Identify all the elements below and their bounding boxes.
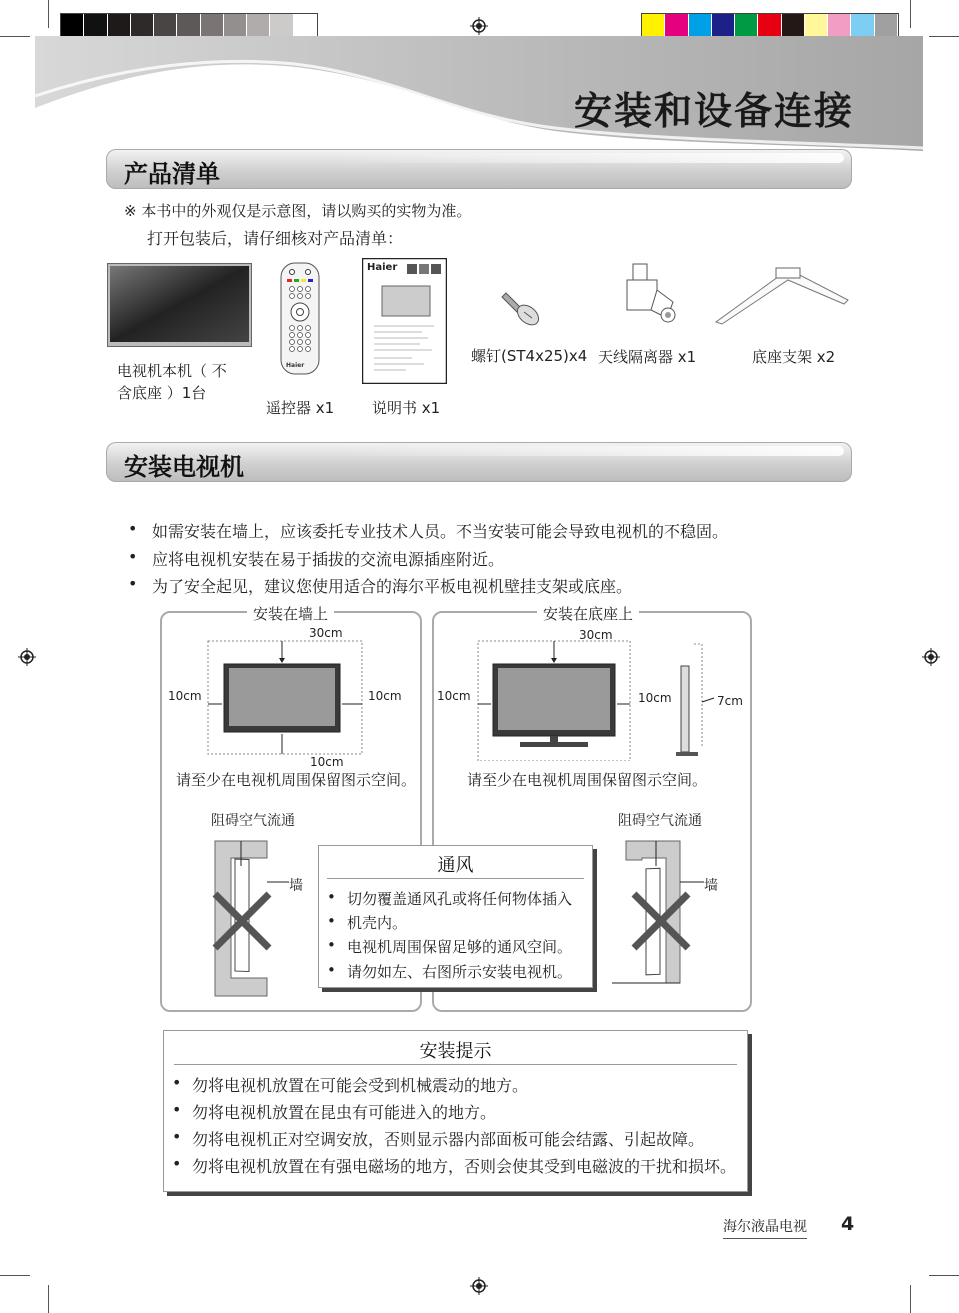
color-swatch (735, 14, 757, 38)
tv-label-line2: 含底座 ）1台 (117, 384, 207, 402)
color-swatch (294, 14, 316, 38)
color-swatch (131, 14, 153, 38)
screw-label: 螺钉(ST4x25)x4 (471, 347, 588, 365)
tips-title: 安装提示 (419, 1041, 492, 1062)
color-swatch (247, 14, 269, 38)
isolator-label: 天线隔离器 x1 (598, 348, 697, 366)
stand-caption: 请至少在电视机周围保留图示空间。 (467, 771, 708, 789)
color-swatch (875, 14, 897, 38)
wall-right-clearance: 10cm (368, 689, 402, 703)
tip-item: • 勿将电视机放置在有强电磁场的地方，否则会使其受到电磁波的干扰和损坏。 (192, 1154, 736, 1177)
ventilation-item: • 电视机周围保留足够的通风空间。 (347, 936, 572, 957)
registration-mark-icon (18, 648, 36, 666)
manual-label: 说明书 x1 (372, 399, 441, 417)
remote-brand-logo: Haier (286, 362, 305, 369)
page-title: 安装和设备连接 (573, 89, 854, 133)
footer-brand: 海尔液晶电视 (723, 1216, 807, 1239)
registration-mark-icon (922, 648, 940, 666)
color-swatch (851, 14, 873, 38)
color-swatch (177, 14, 199, 38)
crop-mark (929, 36, 959, 37)
tip-item: • 勿将电视机放置在可能会受到机械震动的地方。 (192, 1073, 528, 1096)
color-swatch (108, 14, 130, 38)
blocked-stand-mount-diagram (612, 836, 717, 986)
remote-label: 遥控器 x1 (266, 399, 335, 417)
install-bullet: • 应将电视机安装在易于插拔的交流电源插座附近。 (152, 547, 504, 570)
crop-mark (910, 0, 911, 28)
crop-mark (48, 0, 49, 28)
ventilation-item: • 切勿覆盖通风孔或将任何物体插入 (347, 888, 572, 909)
wall-clearance-diagram (200, 636, 370, 761)
registration-mark-icon (470, 17, 488, 35)
registration-mark-icon (470, 1277, 488, 1295)
color-swatch (665, 14, 687, 38)
stand-clearance-diagram (476, 636, 716, 761)
color-swatch (270, 14, 292, 38)
wall-label-left: 墙 (289, 878, 303, 894)
stand-side-clearance: 7cm (717, 694, 743, 708)
color-swatch (642, 14, 664, 38)
ventilation-item-continued: • 机壳内。 (347, 912, 407, 933)
manual-brand-logo: Haier (367, 262, 398, 273)
crop-mark (0, 1275, 30, 1276)
wall-left-clearance: 10cm (168, 689, 202, 703)
stand-right-clearance: 10cm (638, 691, 672, 705)
manual-booklet-icon (362, 258, 447, 384)
tip-item: • 勿将电视机正对空调安放，否则显示器内部面板可能会结露、引起故障。 (192, 1127, 704, 1150)
install-bullet: • 为了安全起见，建议您使用适合的海尔平板电视机壁挂支架或底座。 (152, 574, 632, 597)
color-swatch (782, 14, 804, 38)
ventilation-item: • 请勿如左、右图所示安装电视机。 (347, 961, 572, 982)
wall-caption: 请至少在电视机周围保留图示空间。 (176, 771, 417, 789)
install-bullet: • 如需安装在墙上，应该委托专业技术人员。不当安装可能会导致电视机的不稳固。 (152, 519, 728, 542)
blocked-airflow-label-right: 阻碍空气流通 (618, 813, 702, 829)
color-swatch (61, 14, 83, 38)
color-swatch (758, 14, 780, 38)
panel-label: 安装在底座上 (537, 603, 639, 624)
crop-mark (910, 1285, 911, 1313)
tv-illustration (107, 263, 252, 347)
color-swatch (805, 14, 827, 38)
tv-label-line1: 电视机本机（ 不 (117, 362, 227, 380)
blocked-airflow-label-left: 阻碍空气流通 (211, 813, 295, 829)
panel-label: 安装在墙上 (247, 603, 334, 624)
color-swatch (201, 14, 223, 38)
section-title: 产品清单 (124, 160, 220, 188)
wall-bottom-clearance: 10cm (310, 755, 344, 769)
ventilation-title: 通风 (437, 855, 474, 876)
wall-label-right: 墙 (704, 878, 718, 894)
blocked-wall-mount-diagram (205, 836, 310, 1001)
color-swatch (689, 14, 711, 38)
antenna-isolator-icon (623, 260, 681, 330)
installation-tips-box (163, 1030, 748, 1192)
stand-left-clearance: 10cm (437, 689, 471, 703)
color-swatch (84, 14, 106, 38)
stand-bracket-icon (712, 266, 852, 328)
appearance-note: ※ 本书中的外观仅是示意图，请以购买的实物为准。 (124, 202, 472, 220)
page-number: 4 (841, 1213, 855, 1235)
wall-top-clearance: 30cm (309, 626, 343, 640)
color-swatch (224, 14, 246, 38)
color-swatch (154, 14, 176, 38)
remote-control-icon (280, 262, 320, 375)
color-swatch (712, 14, 734, 38)
color-swatch (828, 14, 850, 38)
screw-icon (500, 285, 546, 327)
crop-mark (0, 36, 30, 37)
stand-label: 底座支架 x2 (752, 348, 836, 366)
section-bar-install-tv (106, 442, 852, 482)
section-bar-product-list (106, 149, 852, 189)
section-title: 安装电视机 (124, 453, 244, 481)
crop-mark (929, 1275, 959, 1276)
tip-item: • 勿将电视机放置在昆虫有可能进入的地方。 (192, 1100, 496, 1123)
check-instruction: 打开包装后，请仔细核对产品清单： (147, 229, 404, 248)
ventilation-box (318, 845, 593, 988)
stand-top-clearance: 30cm (579, 628, 613, 642)
crop-mark (48, 1285, 49, 1313)
